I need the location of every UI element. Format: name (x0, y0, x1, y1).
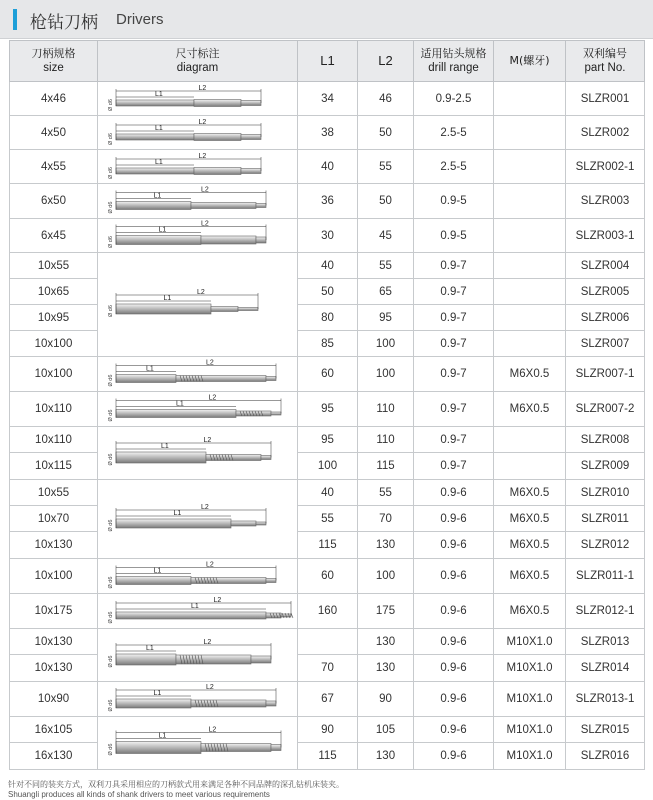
l1-cell: 40 (298, 480, 358, 506)
size-cell: 6x45 (10, 219, 98, 253)
accent-bar (13, 9, 17, 30)
tool-diagram-svg (100, 117, 296, 149)
l1-cell: 70 (298, 655, 358, 682)
part-no-cell: SLZR007-2 (566, 392, 645, 427)
l2-label: L2 (200, 503, 209, 511)
shank-tip (271, 412, 281, 415)
l1-label: L1 (154, 158, 163, 166)
shank-body (116, 134, 194, 140)
shank-neck (211, 306, 238, 311)
l1-cell: 95 (298, 427, 358, 453)
l2-cell: 110 (358, 392, 414, 427)
footer-note (8, 780, 344, 800)
shank-body (116, 374, 176, 382)
tool-diagram-svg (100, 560, 296, 593)
tool-diagram-svg (100, 393, 296, 426)
part-no-cell: SLZR007-1 (566, 357, 645, 392)
thread-cell: M6X0.5 (494, 559, 566, 594)
size-cell: 10x65 (10, 279, 98, 305)
table-body (10, 82, 645, 770)
drill-range-cell: 0.9-6 (414, 743, 494, 770)
l2-cell: 50 (358, 116, 414, 150)
l2-label: L2 (196, 288, 205, 296)
l2-label: L2 (200, 220, 209, 227)
col-header-l1: L1 (298, 41, 358, 82)
thread-cell (494, 184, 566, 219)
l2-cell: 95 (358, 305, 414, 331)
table-header-row (10, 41, 645, 82)
l2-cell: 100 (358, 559, 414, 594)
l2-cell: 55 (358, 253, 414, 279)
shank-body (116, 519, 231, 528)
table-row (10, 717, 645, 743)
thread-cell (494, 453, 566, 480)
shank-tip (238, 307, 258, 310)
l2-cell: 50 (358, 184, 414, 219)
l2-cell: 105 (358, 717, 414, 743)
table-row (10, 682, 645, 717)
shank-body (116, 409, 236, 417)
shank-tip (251, 656, 271, 663)
size-cell: 4x55 (10, 150, 98, 184)
diagram-cell (98, 594, 298, 629)
shank-tip (241, 168, 261, 173)
l2-label: L2 (198, 118, 206, 126)
size-cell: 10x100 (10, 331, 98, 357)
l2-label: L2 (198, 84, 206, 92)
l2-label: L2 (200, 186, 209, 193)
l1-label: L1 (154, 124, 163, 132)
drill-range-cell: 0.9-6 (414, 655, 494, 682)
drivers-spec-table (9, 40, 645, 770)
tool-diagram-svg (100, 151, 296, 183)
drill-range-cell: 0.9-7 (414, 453, 494, 480)
tool-diagram-svg (100, 254, 296, 356)
drill-range-cell: 0.9-6 (414, 682, 494, 717)
size-cell: 4x50 (10, 116, 98, 150)
tool-diagram-svg (100, 220, 296, 252)
drill-range-cell: 0.9-7 (414, 427, 494, 453)
col-header-drill-range: 适用钻头规格 drill range (414, 41, 494, 82)
l2-cell: 55 (358, 480, 414, 506)
l1-cell: 60 (298, 559, 358, 594)
tool-diagram-svg (100, 718, 296, 769)
l2-cell: 46 (358, 82, 414, 116)
size-cell: 4x46 (10, 82, 98, 116)
diameter-label: Ø d6 (107, 699, 114, 711)
l2-cell: 175 (358, 594, 414, 629)
drill-range-cell: 0.9-6 (414, 480, 494, 506)
shank-body (116, 612, 266, 619)
diagram-cell (98, 82, 298, 116)
part-no-cell: SLZR005 (566, 279, 645, 305)
diameter-label: Ø d6 (107, 655, 114, 667)
thread-cell: M10X1.0 (494, 682, 566, 717)
l2-cell: 100 (358, 331, 414, 357)
l2-cell: 55 (358, 150, 414, 184)
l1-cell: 36 (298, 184, 358, 219)
drill-range-cell: 0.9-7 (414, 253, 494, 279)
drill-range-cell: 0.9-5 (414, 219, 494, 253)
shank-tip (241, 134, 261, 139)
drill-range-cell: 0.9-7 (414, 279, 494, 305)
diameter-label: Ø d6 (107, 98, 114, 111)
tool-diagram-svg (100, 630, 296, 681)
size-cell: 10x130 (10, 532, 98, 559)
thread-cell: M6X0.5 (494, 357, 566, 392)
l1-cell: 100 (298, 453, 358, 480)
shank-body (116, 201, 191, 209)
part-no-cell: SLZR006 (566, 305, 645, 331)
shank-body (116, 100, 194, 106)
l2-cell: 90 (358, 682, 414, 717)
thread-cell (494, 427, 566, 453)
diameter-label: Ø d6 (107, 304, 114, 317)
l1-cell: 115 (298, 532, 358, 559)
l1-cell: 115 (298, 743, 358, 770)
l1-label: L1 (145, 644, 154, 652)
thread-cell (494, 116, 566, 150)
size-cell: 10x55 (10, 253, 98, 279)
shank-tip (266, 701, 276, 706)
tool-diagram-svg (100, 185, 296, 218)
thread-cell: M6X0.5 (494, 480, 566, 506)
thread-cell (494, 82, 566, 116)
part-no-cell: SLZR002 (566, 116, 645, 150)
shank-tip (266, 578, 276, 582)
shank-neck (194, 99, 241, 106)
drill-range-cell: 0.9-5 (414, 184, 494, 219)
l1-cell: 95 (298, 392, 358, 427)
table-row (10, 116, 645, 150)
part-no-cell: SLZR002-1 (566, 150, 645, 184)
table-row (10, 150, 645, 184)
l2-label: L2 (213, 596, 221, 604)
shank-neck (201, 236, 256, 244)
size-cell: 16x130 (10, 743, 98, 770)
shank-neck (194, 167, 241, 174)
l1-label: L1 (158, 732, 166, 739)
l1-cell: 67 (298, 682, 358, 717)
l2-label: L2 (203, 638, 211, 646)
l2-cell: 130 (358, 655, 414, 682)
diagram-cell (98, 219, 298, 253)
l1-cell: 90 (298, 717, 358, 743)
l2-cell: 130 (358, 532, 414, 559)
footer-note-zh: 针对不同的装夹方式，双利刀具采用相应的刀柄款式用来满足各种不同品牌的深孔钻机床装夹。 (8, 780, 344, 789)
l2-cell: 115 (358, 453, 414, 480)
tool-diagram-svg (100, 428, 296, 479)
table-row (10, 253, 645, 279)
l2-label: L2 (205, 561, 214, 568)
col-header-diagram: 尺寸标注 diagram (98, 41, 298, 82)
part-no-cell: SLZR014 (566, 655, 645, 682)
thread-cell (494, 305, 566, 331)
thread-cell (494, 331, 566, 357)
l2-cell: 70 (358, 506, 414, 532)
l2-label: L2 (208, 726, 216, 733)
shank-tip (256, 237, 266, 243)
l2-cell: 100 (358, 357, 414, 392)
diagram-cell (98, 480, 298, 559)
diagram-cell (98, 559, 298, 594)
diagram-cell (98, 717, 298, 770)
size-cell: 6x50 (10, 184, 98, 219)
shank-body (116, 235, 201, 244)
drill-range-cell: 2.5-5 (414, 116, 494, 150)
part-no-cell: SLZR008 (566, 427, 645, 453)
diameter-label: Ø d6 (107, 409, 114, 421)
part-no-cell: SLZR011-1 (566, 559, 645, 594)
tool-diagram-svg (100, 481, 296, 558)
drill-range-cell: 0.9-6 (414, 506, 494, 532)
diameter-label: Ø d6 (107, 519, 114, 531)
drill-range-cell: 0.9-2.5 (414, 82, 494, 116)
section-title-zh: 枪钻刀柄 (30, 13, 98, 33)
diagram-cell (98, 392, 298, 427)
diagram-cell (98, 150, 298, 184)
shank-neck (231, 521, 256, 526)
part-no-cell: SLZR004 (566, 253, 645, 279)
diagram-cell (98, 682, 298, 717)
shank-body (116, 741, 201, 753)
l1-cell: 50 (298, 279, 358, 305)
thread-cell: M6X0.5 (494, 506, 566, 532)
size-cell: 10x110 (10, 392, 98, 427)
l1-cell: 60 (298, 357, 358, 392)
diameter-label: Ø d6 (107, 201, 114, 213)
size-cell: 16x105 (10, 717, 98, 743)
diameter-label: Ø d6 (107, 132, 114, 145)
l2-cell: 130 (358, 743, 414, 770)
l1-label: L1 (158, 226, 166, 233)
drill-range-cell: 2.5-5 (414, 150, 494, 184)
diameter-label: Ø d6 (107, 374, 114, 386)
shank-neck (194, 133, 241, 140)
tool-diagram-svg (100, 595, 296, 628)
thread-cell: M10X1.0 (494, 629, 566, 655)
size-cell: 10x130 (10, 655, 98, 682)
part-no-cell: SLZR007 (566, 331, 645, 357)
col-header-part-no: 双利编号 part No. (566, 41, 645, 82)
size-cell: 10x55 (10, 480, 98, 506)
diagram-cell (98, 253, 298, 357)
l2-label: L2 (203, 436, 211, 444)
drill-range-cell: 0.9-6 (414, 717, 494, 743)
l2-label: L2 (198, 152, 206, 160)
table-row (10, 559, 645, 594)
table-row (10, 82, 645, 116)
table-row (10, 184, 645, 219)
l1-label: L1 (163, 294, 171, 302)
drill-range-cell: 0.9-7 (414, 357, 494, 392)
diagram-cell (98, 629, 298, 682)
shank-tip (266, 376, 276, 380)
size-cell: 10x110 (10, 427, 98, 453)
part-no-cell: SLZR003-1 (566, 219, 645, 253)
shank-body (116, 654, 176, 665)
diameter-label: Ø d6 (107, 743, 114, 755)
size-cell: 10x90 (10, 682, 98, 717)
shank-tip (256, 522, 266, 525)
shank-tip (256, 203, 266, 207)
part-no-cell: SLZR012 (566, 532, 645, 559)
diagram-cell (98, 116, 298, 150)
diameter-label: Ø d6 (107, 576, 114, 588)
l2-cell: 130 (358, 629, 414, 655)
size-cell: 10x175 (10, 594, 98, 629)
l1-label: L1 (153, 689, 161, 697)
shank-body (116, 699, 191, 708)
l1-cell (298, 629, 358, 655)
diameter-label: Ø d6 (107, 166, 114, 179)
drill-range-cell: 0.9-7 (414, 392, 494, 427)
l1-cell: 80 (298, 305, 358, 331)
diagram-cell (98, 184, 298, 219)
l2-label: L2 (205, 683, 214, 691)
table-row (10, 480, 645, 506)
drill-range-cell: 0.9-6 (414, 594, 494, 629)
thread-cell: M6X0.5 (494, 594, 566, 629)
l1-label: L1 (154, 90, 163, 98)
l1-cell: 34 (298, 82, 358, 116)
part-no-cell: SLZR015 (566, 717, 645, 743)
table-row (10, 427, 645, 453)
part-no-cell: SLZR013-1 (566, 682, 645, 717)
diameter-label: Ø d6 (107, 235, 114, 248)
shank-body (116, 168, 194, 174)
diagram-cell (98, 427, 298, 480)
diameter-label: Ø d6 (107, 611, 114, 623)
l2-label: L2 (208, 394, 216, 401)
thread-cell: M10X1.0 (494, 655, 566, 682)
l2-label: L2 (205, 359, 214, 366)
tool-diagram-svg (100, 358, 296, 391)
size-cell: 10x100 (10, 559, 98, 594)
part-no-cell: SLZR010 (566, 480, 645, 506)
shank-tip (271, 744, 281, 750)
col-header-l2: L2 (358, 41, 414, 82)
shank-body (116, 304, 211, 314)
l1-cell: 85 (298, 331, 358, 357)
thread-cell (494, 279, 566, 305)
col-header-size: 刀柄规格 size (10, 41, 98, 82)
l1-cell: 40 (298, 150, 358, 184)
section-title-en: Drivers (116, 11, 164, 28)
section-header (0, 0, 653, 39)
l1-cell: 40 (298, 253, 358, 279)
thread-cell (494, 219, 566, 253)
thread-cell (494, 253, 566, 279)
part-no-cell: SLZR013 (566, 629, 645, 655)
tool-diagram-svg (100, 683, 296, 716)
l1-label: L1 (175, 400, 184, 407)
drill-range-cell: 0.9-6 (414, 629, 494, 655)
l1-label: L1 (160, 442, 169, 450)
size-cell: 10x95 (10, 305, 98, 331)
l1-label: L1 (153, 567, 161, 574)
part-no-cell: SLZR012-1 (566, 594, 645, 629)
l1-cell: 30 (298, 219, 358, 253)
footer-note-en: Shuangli produces all kinds of shank drivers to meet various requirements (8, 790, 270, 799)
shank-tip (241, 100, 261, 105)
thread-cell: M6X0.5 (494, 392, 566, 427)
thread-cell: M10X1.0 (494, 717, 566, 743)
l2-cell: 45 (358, 219, 414, 253)
table-row (10, 392, 645, 427)
table-row (10, 219, 645, 253)
l1-cell: 38 (298, 116, 358, 150)
thread-cell: M10X1.0 (494, 743, 566, 770)
size-cell: 10x70 (10, 506, 98, 532)
l2-cell: 110 (358, 427, 414, 453)
col-header-thread: M(螺牙) (494, 41, 566, 82)
thread-cell (494, 150, 566, 184)
table-row (10, 629, 645, 655)
size-cell: 10x115 (10, 453, 98, 480)
l1-cell: 55 (298, 506, 358, 532)
part-no-cell: SLZR011 (566, 506, 645, 532)
shank-tip (261, 455, 271, 459)
part-no-cell: SLZR016 (566, 743, 645, 770)
tool-diagram-svg (100, 83, 296, 115)
shank-body (116, 452, 206, 463)
diagram-cell (98, 357, 298, 392)
drill-range-cell: 0.9-6 (414, 532, 494, 559)
l1-cell: 160 (298, 594, 358, 629)
drill-range-cell: 0.9-6 (414, 559, 494, 594)
diameter-label: Ø d6 (107, 453, 114, 465)
table-row (10, 357, 645, 392)
part-no-cell: SLZR001 (566, 82, 645, 116)
thread-cell: M6X0.5 (494, 532, 566, 559)
table-row (10, 594, 645, 629)
part-no-cell: SLZR009 (566, 453, 645, 480)
l1-label: L1 (190, 602, 199, 610)
shank-body (116, 576, 191, 584)
l1-label: L1 (153, 192, 161, 199)
size-cell: 10x130 (10, 629, 98, 655)
shank-neck (191, 202, 256, 208)
l2-cell: 65 (358, 279, 414, 305)
part-no-cell: SLZR003 (566, 184, 645, 219)
drill-range-cell: 0.9-7 (414, 331, 494, 357)
drill-range-cell: 0.9-7 (414, 305, 494, 331)
l1-label: L1 (145, 365, 154, 372)
size-cell: 10x100 (10, 357, 98, 392)
l1-label: L1 (173, 509, 181, 517)
